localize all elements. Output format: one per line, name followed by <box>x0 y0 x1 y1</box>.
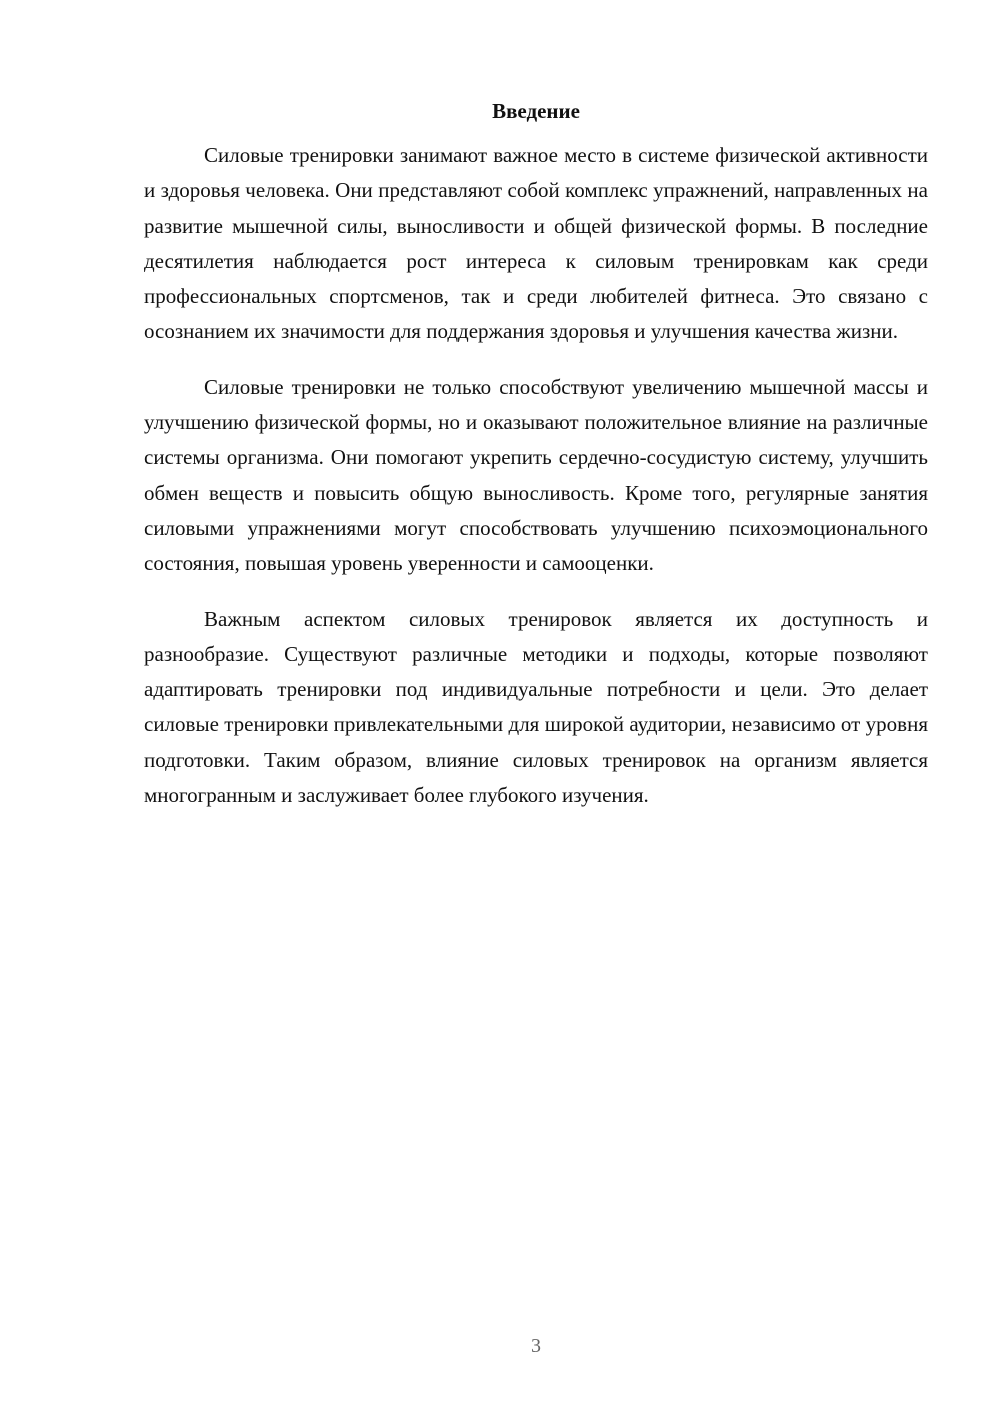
paragraph-2: Силовые тренировки не только способствуют увеличению мышечной массы и улучшению физической формы, но и оказывают положительное влияние на различные системы организма. Они помогают укрепить сердечно-сосудистую систему, улучшить обмен веществ и повысить общую выносливость. Кроме того, регулярные занятия силовыми упражнениями могут способствовать улучшению психоэмоционального состояния, повышая уровень уверенности и самооценки. <box>144 374 928 576</box>
page-content <box>144 96 928 813</box>
section-title: Введение <box>492 99 580 123</box>
paragraph-3: Важным аспектом силовых тренировок является их доступность и разнообразие. Существуют различные методики и подходы, которые позволяют адаптировать тренировки под индивидуальные потребности и цели. Это делает силовые тренировки привлекательными для широкой аудитории, независимо от уровня подготовки. Таким образом, влияние силовых тренировок на организм является многогранным и заслуживает более глубокого изучения. <box>144 606 928 808</box>
paragraph-1: Силовые тренировки занимают важное место в системе физической активности и здоровья человека. Они представляют собой комплекс упражнений, направленных на развитие мышечной силы, выносливости и общей физической формы. В последние десятилетия наблюдается рост интереса к силовым тренировкам как среди профессиональных спортсменов, так и среди любителей фитнеса. Это связано с осознанием их значимости для поддержания здоровья и улучшения качества жизни. <box>144 143 928 344</box>
page-number: 3 <box>531 1335 541 1357</box>
